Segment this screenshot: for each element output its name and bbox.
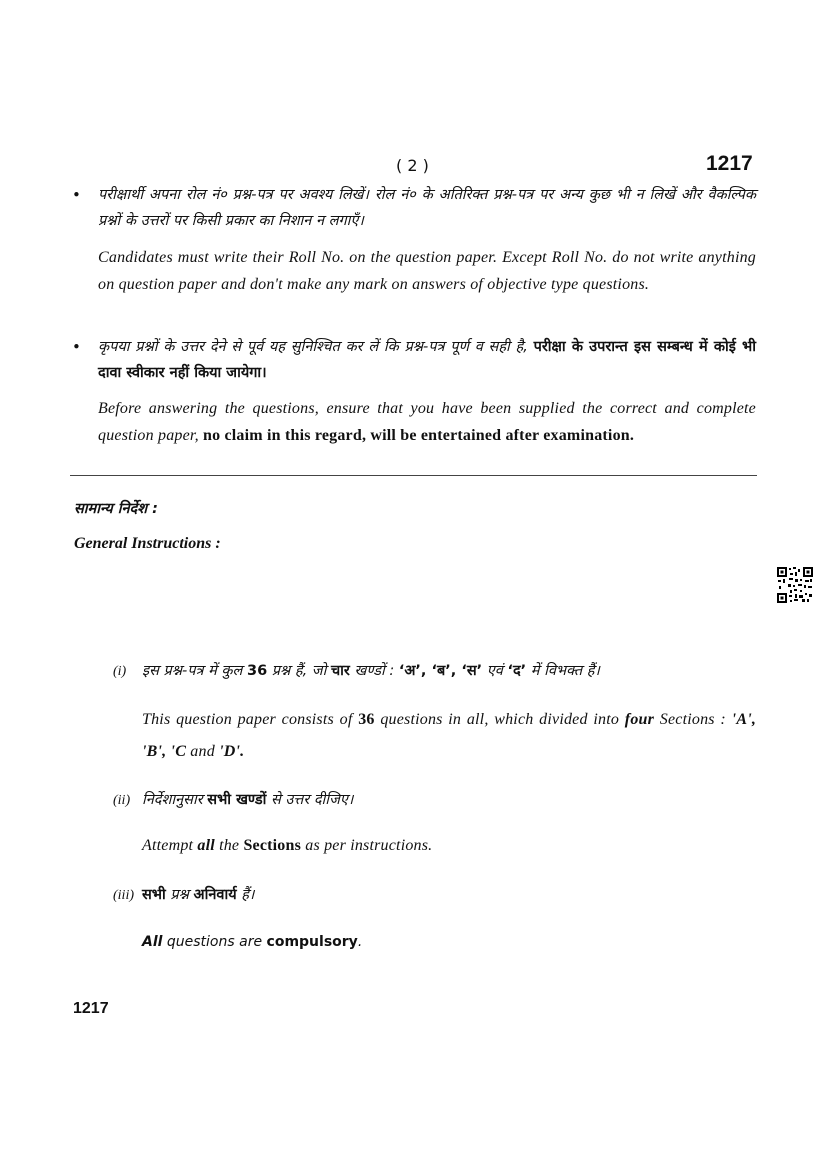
note-2-english: [98, 395, 756, 449]
section-names: ‘अ’, ‘ब’, ‘स’: [398, 663, 483, 679]
instruction-2-hindi: [142, 787, 756, 813]
general-instructions-hindi-title: सामान्य निर्देश :: [74, 501, 158, 517]
paper-code-top: 1217: [706, 152, 753, 175]
instruction-2-english: [142, 832, 756, 859]
instruction-3-number: (iii): [113, 888, 134, 903]
question-count: 36: [246, 663, 268, 679]
note-2-hindi-plain: कृपया प्रश्नों के उत्तर देने से पूर्व यह सुनिश्चित कर लें कि प्रश्न-पत्र पूर्ण व सही है,: [98, 339, 528, 355]
instruction-3-english: [142, 929, 756, 955]
text: में विभक्त हैं।: [530, 663, 600, 679]
text: से उत्तर दीजिए।: [270, 792, 354, 808]
paper-code-bottom: 1217: [73, 1000, 109, 1017]
text: questions are: [166, 934, 263, 950]
text: हैं।: [241, 887, 255, 903]
qr-code-icon: [776, 566, 814, 604]
section-names: 'A', 'B', 'C: [142, 711, 757, 760]
text: .: [357, 934, 363, 950]
text: Sections :: [659, 711, 726, 728]
text: खण्डों :: [354, 663, 395, 679]
text: This question paper consists of: [142, 711, 353, 728]
text: questions in all, which divided into: [380, 711, 620, 728]
text-bold: all: [197, 837, 215, 854]
text: निर्देशानुसार: [142, 792, 203, 808]
page-number: ( 2 ): [396, 156, 429, 175]
text-bold: सभी: [142, 887, 166, 903]
general-instructions-title: General Instructions :: [74, 535, 221, 552]
text-bold: अनिवार्य: [193, 887, 237, 903]
bullet: •: [72, 186, 81, 204]
text-bold: Sections: [243, 837, 302, 854]
instruction-1-english: [142, 704, 756, 768]
instruction-3-hindi: [142, 882, 756, 908]
note-2-english-plain: Before answering the questions, ensure that you have been supplied the correct and complete question paper,: [98, 400, 756, 444]
text: प्रश्न हैं, जो: [271, 663, 327, 679]
section-name: 'D'.: [219, 743, 245, 760]
text-bold: सभी खण्डों: [207, 792, 267, 808]
note-1-english: Candidates must write their Roll No. on the question paper. Except Roll No. do not write anything on question paper and don't make any mark on answers of objective type questions.: [98, 249, 756, 293]
note-1-hindi: परीक्षार्थी अपना रोल नं० प्रश्न-पत्र पर अवश्य लिखें। रोल नं० के अतिरिक्त प्रश्न-पत्र पर अन्य कुछ भी न लिखें और वैकल्पिक प्रश्नों के उत्तरों पर किसी प्रकार का निशान न लगाएँ।: [98, 187, 756, 229]
text: and: [190, 743, 215, 760]
instruction-1-hindi: [142, 658, 756, 684]
text: इस प्रश्न-पत्र में कुल: [142, 663, 243, 679]
instruction-2-number: (ii): [113, 793, 131, 808]
divider: [70, 475, 757, 476]
text-bold: four: [624, 711, 655, 728]
text-bold: All: [142, 934, 163, 950]
text: as per instructions.: [305, 837, 433, 854]
text: Attempt: [142, 837, 194, 854]
note-2-hindi: [98, 334, 756, 386]
section-name: ‘द’: [507, 663, 527, 679]
bullet: •: [72, 338, 81, 356]
text: the: [219, 837, 240, 854]
question-count: 36: [358, 711, 375, 728]
text: प्रश्न: [170, 887, 189, 903]
text: एवं: [486, 663, 503, 679]
text-bold: compulsory: [266, 934, 358, 950]
instruction-1-number: (i): [113, 664, 127, 679]
text-bold: चार: [330, 663, 350, 679]
note-2-english-bold: no claim in this regard, will be entertained after examination.: [202, 427, 635, 444]
note-2-hindi-bold: परीक्षा के उपरान्त इस सम्बन्ध में कोई भी दावा स्वीकार नहीं किया जायेगा।: [98, 339, 756, 381]
